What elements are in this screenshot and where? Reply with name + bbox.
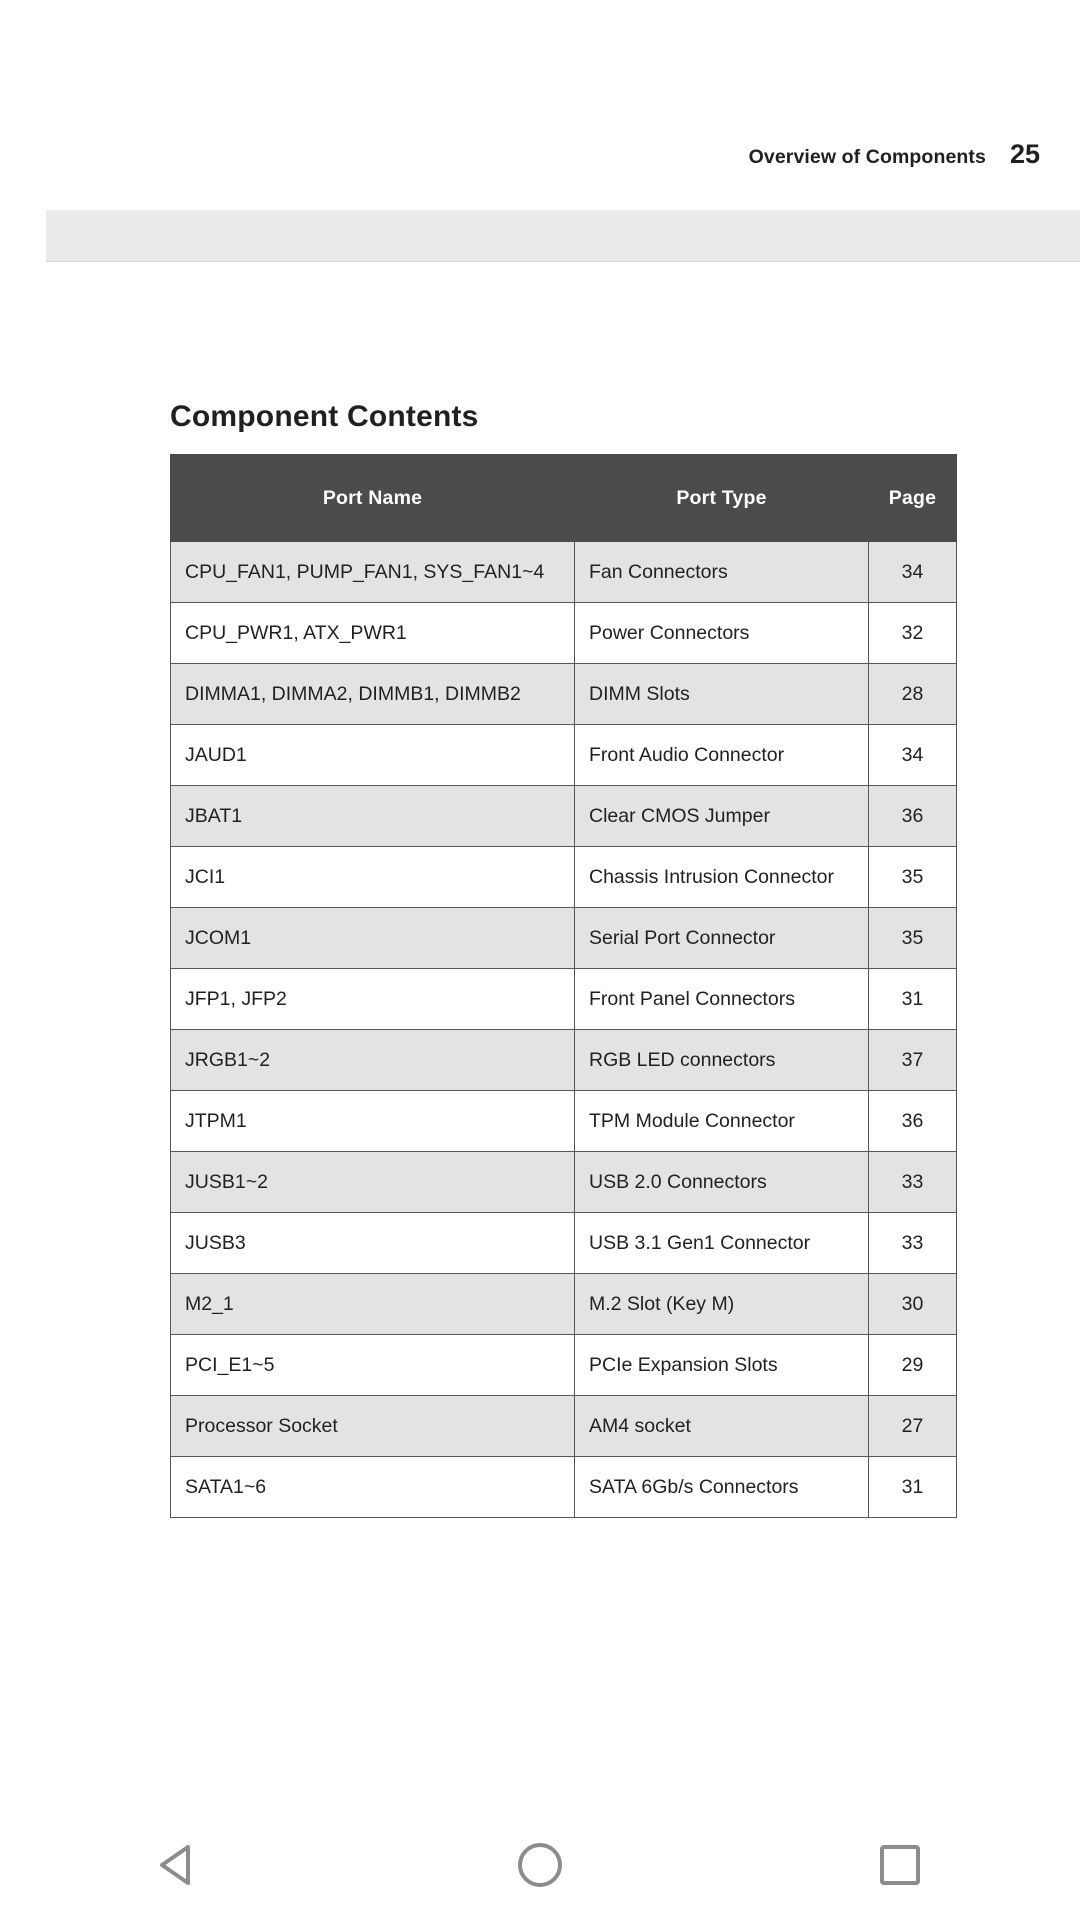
cell-page: 28: [869, 664, 957, 725]
recents-icon: [872, 1837, 928, 1893]
home-icon: [512, 1837, 568, 1893]
cell-page: 36: [869, 786, 957, 847]
cell-port-type: M.2 Slot (Key M): [575, 1274, 869, 1335]
previous-page-bottom: [46, 0, 1080, 210]
cell-page: 27: [869, 1396, 957, 1457]
component-contents-table: [170, 454, 957, 1518]
cell-port-type: PCIe Expansion Slots: [575, 1335, 869, 1396]
cell-port-name: JCI1: [171, 847, 575, 908]
table-row: [171, 1030, 957, 1091]
table-row: [171, 847, 957, 908]
cell-port-name: JUSB1~2: [171, 1152, 575, 1213]
table-body: [171, 542, 957, 1518]
cell-port-name: M2_1: [171, 1274, 575, 1335]
cell-port-name: JUSB3: [171, 1213, 575, 1274]
cell-page: 35: [869, 908, 957, 969]
cell-port-name: CPU_FAN1, PUMP_FAN1, SYS_FAN1~4: [171, 542, 575, 603]
table-row: [171, 1335, 957, 1396]
cell-port-name: JBAT1: [171, 786, 575, 847]
cell-page: 31: [869, 1457, 957, 1518]
column-header-port-type: Port Type: [575, 455, 869, 542]
cell-page: 36: [869, 1091, 957, 1152]
column-header-port-name: Port Name: [171, 455, 575, 542]
cell-port-type: DIMM Slots: [575, 664, 869, 725]
table-row: [171, 603, 957, 664]
table-row: [171, 1091, 957, 1152]
cell-port-name: JTPM1: [171, 1091, 575, 1152]
home-button[interactable]: [480, 1810, 600, 1920]
recents-button[interactable]: [840, 1810, 960, 1920]
column-header-page: Page: [869, 455, 957, 542]
cell-port-name: Processor Socket: [171, 1396, 575, 1457]
cell-page: 31: [869, 969, 957, 1030]
cell-page: 34: [869, 725, 957, 786]
cell-port-name: SATA1~6: [171, 1457, 575, 1518]
table-row: [171, 969, 957, 1030]
cell-port-type: USB 2.0 Connectors: [575, 1152, 869, 1213]
table-row: [171, 1457, 957, 1518]
back-button[interactable]: [120, 1810, 240, 1920]
table-row: [171, 1396, 957, 1457]
cell-port-name: JCOM1: [171, 908, 575, 969]
cell-port-type: Front Panel Connectors: [575, 969, 869, 1030]
cell-port-type: RGB LED connectors: [575, 1030, 869, 1091]
page-separator: [46, 210, 1080, 262]
cell-page: 34: [869, 542, 957, 603]
cell-port-type: Fan Connectors: [575, 542, 869, 603]
table-row: [171, 908, 957, 969]
android-navigation-bar: [0, 1810, 1080, 1920]
cell-port-type: SATA 6Gb/s Connectors: [575, 1457, 869, 1518]
cell-page: 37: [869, 1030, 957, 1091]
table-row: [171, 542, 957, 603]
viewer-left-gutter: [0, 0, 46, 1810]
cell-page: 30: [869, 1274, 957, 1335]
cell-port-type: AM4 socket: [575, 1396, 869, 1457]
cell-port-type: TPM Module Connector: [575, 1091, 869, 1152]
table-row: [171, 725, 957, 786]
table-row: [171, 1152, 957, 1213]
cell-port-name: CPU_PWR1, ATX_PWR1: [171, 603, 575, 664]
cell-port-type: Chassis Intrusion Connector: [575, 847, 869, 908]
back-icon: [152, 1837, 208, 1893]
table-row: [171, 664, 957, 725]
current-page: [46, 262, 1080, 1810]
table-row: [171, 786, 957, 847]
page-title: Component Contents: [170, 400, 479, 433]
table-row: [171, 1274, 957, 1335]
cell-port-type: Clear CMOS Jumper: [575, 786, 869, 847]
cell-port-name: JAUD1: [171, 725, 575, 786]
cell-port-type: Power Connectors: [575, 603, 869, 664]
cell-port-name: JFP1, JFP2: [171, 969, 575, 1030]
table-row: [171, 1213, 957, 1274]
cell-port-name: DIMMA1, DIMMA2, DIMMB1, DIMMB2: [171, 664, 575, 725]
cell-page: 35: [869, 847, 957, 908]
cell-page: 32: [869, 603, 957, 664]
cell-page: 33: [869, 1152, 957, 1213]
table-header-row: [171, 455, 957, 542]
cell-port-type: Front Audio Connector: [575, 725, 869, 786]
cell-port-type: Serial Port Connector: [575, 908, 869, 969]
running-header-page-number: 25: [1009, 139, 1040, 169]
cell-port-name: PCI_E1~5: [171, 1335, 575, 1396]
cell-port-name: JRGB1~2: [171, 1030, 575, 1091]
running-header-title: Overview of Components: [748, 146, 986, 168]
cell-page: 33: [869, 1213, 957, 1274]
cell-port-type: USB 3.1 Gen1 Connector: [575, 1213, 869, 1274]
cell-page: 29: [869, 1335, 957, 1396]
running-header: [749, 139, 1040, 170]
